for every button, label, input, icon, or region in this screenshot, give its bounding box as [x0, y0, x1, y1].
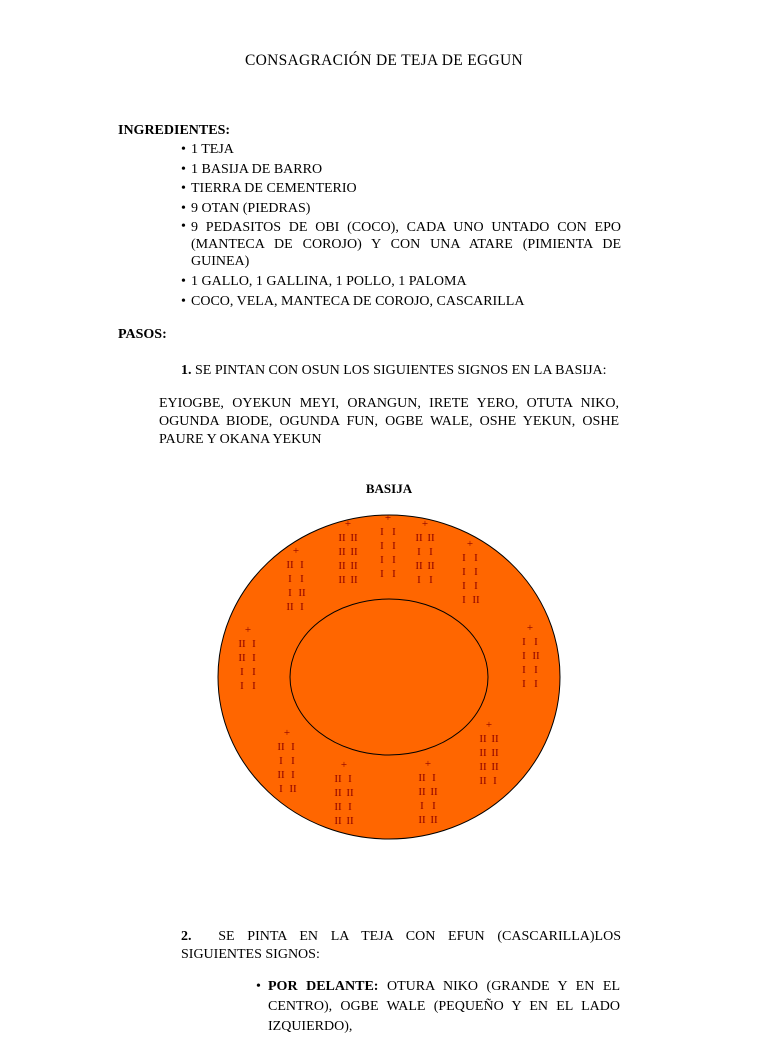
- ingredient-item: • 1 GALLO, 1 GALLINA, 1 POLLO, 1 PALOMA: [181, 272, 621, 292]
- sign-mark: I: [291, 741, 295, 753]
- sign-mark: I: [380, 568, 384, 580]
- bowl-inner: [290, 599, 488, 755]
- sign-mark: II: [289, 783, 297, 795]
- sign-mark: I: [252, 666, 256, 678]
- sign-mark: II: [286, 601, 294, 613]
- signs-list-text: EYIOGBE, OYEKUN MEYI, ORANGUN, IRETE YERO, OTUTA NIKO, OGUNDA BIODE, OGUNDA FUN, OGBE WALE, OSHE YEKUN, OSHE PAURE Y OKANA YEKUN: [159, 396, 619, 447]
- sign-mark: II: [479, 733, 487, 745]
- sign-mark: II: [238, 652, 246, 664]
- sign-mark: I: [300, 573, 304, 585]
- sign-mark: II: [350, 560, 358, 572]
- sign-mark: I: [392, 540, 396, 552]
- sign-mark: I: [474, 566, 478, 578]
- front-text: OTURA NIKO (GRANDE Y EN EL CENTRO), OGBE WALE (PEQUEÑO Y EN EL LADO IZQUIERDO),: [268, 979, 620, 1034]
- sign-mark: I: [534, 636, 538, 648]
- sign-mark: II: [491, 733, 499, 745]
- sign-mark: II: [338, 532, 346, 544]
- sign-mark: I: [432, 800, 436, 812]
- sign-mark: II: [532, 650, 540, 662]
- sign-mark: I: [392, 526, 396, 538]
- step-2-number: 2.: [181, 929, 192, 944]
- sign-mark: I: [291, 769, 295, 781]
- sign-mark: II: [286, 559, 294, 571]
- sign-mark: II: [479, 747, 487, 759]
- sign-mark: II: [338, 546, 346, 558]
- sign-mark: I: [380, 554, 384, 566]
- sign-mark: I: [462, 580, 466, 592]
- step-1-number: 1.: [181, 363, 192, 378]
- sign-mark: II: [418, 786, 426, 798]
- sign-mark: II: [350, 546, 358, 558]
- sign-plus-mark: +: [244, 624, 252, 636]
- sign-mark: II: [238, 638, 246, 650]
- sign-mark: I: [522, 678, 526, 690]
- basija-diagram: [0, 500, 768, 850]
- sign-mark: I: [522, 664, 526, 676]
- sign-mark: I: [429, 546, 433, 558]
- ingredient-item: • 9 PEDASITOS DE OBI (COCO), CADA UNO UNTADO CON EPO (MANTECA DE COROJO) Y CON UNA ATARE (PIMIENTA DE GUINEA): [181, 218, 621, 272]
- sign-mark: I: [493, 775, 497, 787]
- sign-mark: I: [432, 772, 436, 784]
- sign-mark: II: [338, 574, 346, 586]
- sign-plus-mark: +: [292, 545, 300, 557]
- sign-mark: II: [334, 801, 342, 813]
- sign-mark: II: [415, 532, 423, 544]
- sign-plus-mark: +: [485, 719, 493, 731]
- sign-mark: I: [240, 680, 244, 692]
- sign-mark: I: [252, 638, 256, 650]
- sign-mark: II: [277, 769, 285, 781]
- sign-mark: II: [418, 772, 426, 784]
- document-title: CONSAGRACIÓN DE TEJA DE EGGUN: [245, 52, 523, 69]
- sign-mark: II: [350, 532, 358, 544]
- sign-mark: II: [472, 594, 480, 606]
- sign-mark: I: [348, 773, 352, 785]
- sign-mark: II: [479, 761, 487, 773]
- sign-mark: I: [240, 666, 244, 678]
- sign-mark: II: [334, 787, 342, 799]
- sign-mark: I: [300, 601, 304, 613]
- step-2: [181, 928, 621, 964]
- sign-mark: II: [346, 815, 354, 827]
- sign-mark: II: [491, 747, 499, 759]
- step-2-text: SE PINTA EN LA TEJA CON EFUN (CASCARILLA)LOS SIGUIENTES SIGNOS:: [181, 929, 622, 962]
- sign-mark: I: [429, 574, 433, 586]
- sign-mark: I: [348, 801, 352, 813]
- sign-mark: I: [288, 573, 292, 585]
- sign-mark: II: [334, 815, 342, 827]
- sign-plus-mark: +: [424, 758, 432, 770]
- sign-mark: I: [288, 587, 292, 599]
- bullet-icon: •: [256, 979, 261, 994]
- sign-mark: I: [252, 652, 256, 664]
- ingredient-item: • 9 OTAN (PIEDRAS): [181, 199, 621, 219]
- sign-mark: II: [430, 814, 438, 826]
- sign-mark: I: [380, 540, 384, 552]
- sign-mark: II: [418, 814, 426, 826]
- sign-mark: I: [522, 636, 526, 648]
- diagram-label: BASIJA: [365, 481, 413, 496]
- sign-plus-mark: +: [344, 518, 352, 530]
- step-1-text: SE PINTAN CON OSUN LOS SIGUIENTES SIGNOS EN LA BASIJA:: [195, 363, 607, 378]
- sign-plus-mark: +: [421, 518, 429, 530]
- ingredient-item: • COCO, VELA, MANTECA DE COROJO, CASCARILLA: [181, 292, 621, 312]
- sign-mark: I: [474, 552, 478, 564]
- sign-mark: II: [415, 560, 423, 572]
- sign-mark: I: [279, 755, 283, 767]
- sign-plus-mark: +: [466, 538, 474, 550]
- sign-mark: I: [534, 664, 538, 676]
- sign-mark: I: [462, 552, 466, 564]
- sign-mark: II: [350, 574, 358, 586]
- sign-plus-mark: +: [283, 727, 291, 739]
- step-1: [181, 362, 621, 380]
- ingredients-list: [181, 140, 621, 311]
- sign-mark: I: [392, 554, 396, 566]
- sign-mark: II: [430, 786, 438, 798]
- sign-mark: II: [298, 587, 306, 599]
- sign-mark: I: [252, 680, 256, 692]
- sign-mark: II: [277, 741, 285, 753]
- sign-mark: I: [462, 566, 466, 578]
- front-instruction: [256, 977, 620, 1037]
- sign-mark: I: [522, 650, 526, 662]
- sign-mark: I: [291, 755, 295, 767]
- sign-mark: II: [334, 773, 342, 785]
- sign-mark: I: [420, 800, 424, 812]
- sign-mark: I: [392, 568, 396, 580]
- front-label: POR DELANTE:: [268, 979, 379, 994]
- sign-mark: I: [300, 559, 304, 571]
- ingredient-item: • 1 TEJA: [181, 140, 621, 160]
- sign-mark: II: [491, 761, 499, 773]
- sign-plus-mark: +: [526, 622, 534, 634]
- sign-mark: II: [427, 560, 435, 572]
- sign-plus-mark: +: [340, 759, 348, 771]
- sign-plus-mark: +: [384, 512, 392, 524]
- ingredients-heading: INGREDIENTES:: [118, 123, 231, 138]
- sign-mark: I: [417, 574, 421, 586]
- sign-mark: II: [479, 775, 487, 787]
- sign-mark: I: [417, 546, 421, 558]
- sign-mark: I: [279, 783, 283, 795]
- sign-mark: I: [534, 678, 538, 690]
- steps-heading: PASOS:: [118, 327, 167, 342]
- sign-mark: II: [427, 532, 435, 544]
- ingredient-item: • 1 BASIJA DE BARRO: [181, 160, 621, 180]
- sign-mark: II: [338, 560, 346, 572]
- ingredient-item: • TIERRA DE CEMENTERIO: [181, 179, 621, 199]
- sign-mark: II: [346, 787, 354, 799]
- sign-mark: I: [462, 594, 466, 606]
- sign-mark: I: [474, 580, 478, 592]
- sign-mark: I: [380, 526, 384, 538]
